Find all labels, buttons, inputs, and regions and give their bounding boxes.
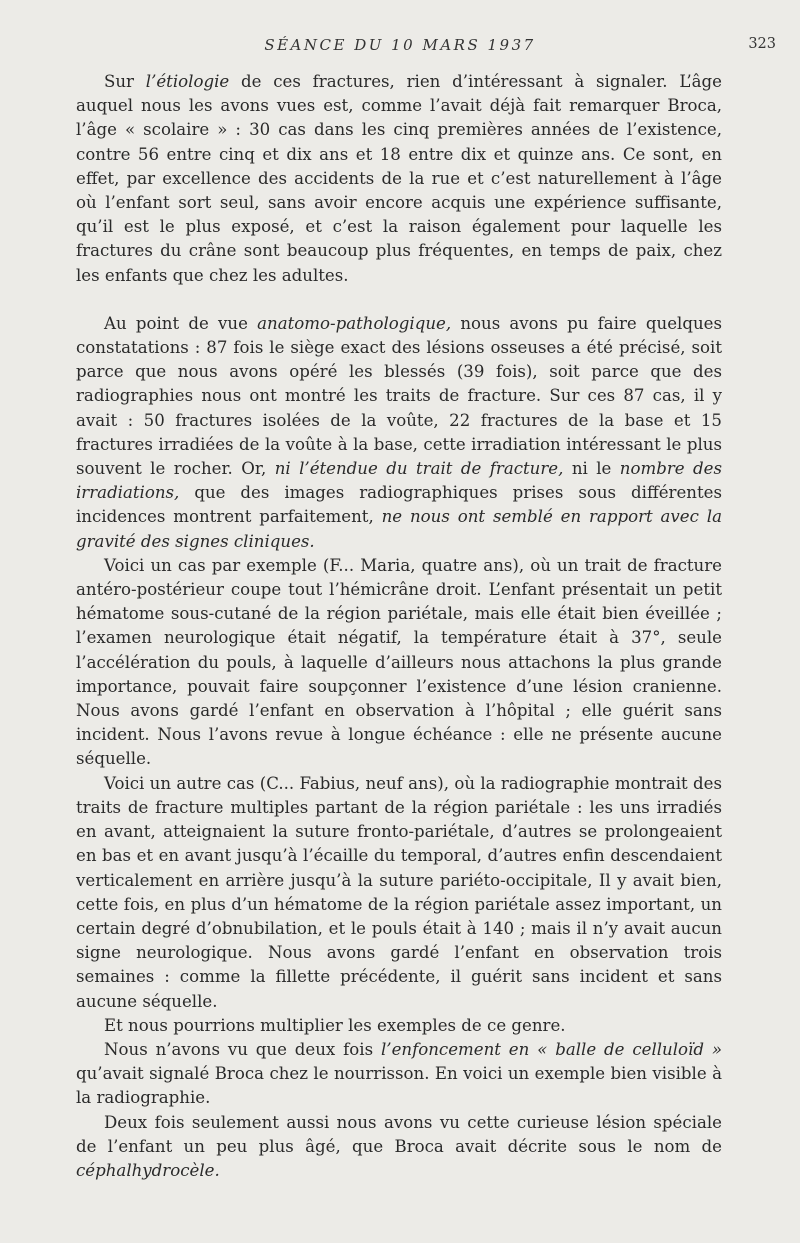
paragraph bbox=[76, 554, 722, 772]
text-run: Voici un cas par exemple (F... Maria, quatre ans), où un trait de fracture antéro-postérieur coupe tout l’hémicrâne droit. L’enfant présentait un petit hématome sous-cutané de la région pariétale, mais elle était bien éveillée ; l’examen neurologique était négatif, la température était à 37°, seule l’accélération du pouls, à laquelle d’ailleurs nous attachons la plus grande importance, pouvait faire soupçonner l’existence d’une lésion cranienne. Nous avons gardé l’enfant en observation à l’hôpital ; elle guérit sans incident. Nous l’avons revue à longue échéance : elle ne présente aucune séquelle. bbox=[76, 555, 722, 769]
paragraph bbox=[76, 312, 722, 554]
paragraph bbox=[76, 70, 722, 288]
italic-text: céphalhydrocèle. bbox=[76, 1160, 220, 1180]
text-run: Deux fois seulement aussi nous avons vu cette curieuse lésion spéciale de l’enfant un peu plus âgé, que Broca avait décrite sous le nom de bbox=[76, 1112, 722, 1156]
text-run: que des images radiographiques prises sous différentes incidences montrent parfaitement, bbox=[76, 483, 722, 527]
paragraph bbox=[76, 772, 722, 1014]
paragraph bbox=[76, 1014, 722, 1038]
italic-text: l’étiologie bbox=[145, 72, 230, 91]
running-title: SÉANCE DU 10 MARS 1937 bbox=[264, 36, 536, 54]
italic-text: nombre des irradiations, bbox=[76, 459, 722, 503]
italic-text: anatomo-pathologique, bbox=[257, 313, 452, 333]
text-run: qu’avait signalé Broca chez le nourrisson. En voici un exemple bien visible à la radiographie. bbox=[76, 1064, 722, 1108]
text-run: Voici un autre cas (C... Fabius, neuf ans), où la radiographie montrait des traits de fracture multiples partant de la région pariétale : les uns irradiés en avant, atteignaient la suture fronto-pariétale, d’autres se prolongeaient en bas et en avant jusqu’à l’écaille du temporal, d’autres enfin descendaient verticalement en arrière jusqu’à la suture pariéto-occipitale, Il y avait bien, cette fois, en plus d’un hématome de la région pariétale assez important, un certain degré d’obnubilation, et le pouls était à 140 ; mais il n’y avait aucun signe neurologique. Nous avons gardé l’enfant en observation trois semaines : comme la fillette précédente, il guérit sans incident et sans aucune séquelle. bbox=[76, 773, 722, 1011]
paragraph bbox=[76, 1038, 722, 1111]
text-run: de ces fractures, rien d’intéressant à signaler. L’âge auquel nous les avons vues est, comme l’avait déjà fait remarquer Broca, l’âge « scolaire » : 30 cas dans les cinq premières années de l’existence, contre 56 entre cinq et dix ans et 18 entre dix et quinze ans. Ce sont, en effet, par excellence des accidents de la rue et c’est naturellement à l’âge où l’enfant sort seul, sans avoir encore acquis une expérience suffisante, qu’il est le plus exposé, et c’est la raison également pour laquelle les fractures du crâne sont beaucoup plus fréquentes, en temps de paix, chez les enfants que chez les adultes. bbox=[76, 72, 722, 285]
page-number: 323 bbox=[748, 36, 776, 52]
text-run: Au point de vue bbox=[104, 313, 258, 333]
italic-text: ni l’étendue du trait de fracture, bbox=[274, 459, 564, 479]
text-run: nous avons pu faire quelques constatations : 87 fois le siège exact des lésions osseuses a été précisé, soit parce que nous avons opéré les blessés (39 fois), soit parce que des radiographies nous ont montré les traits de fracture. Sur ces 87 cas, il y avait : 50 fractures isolées de la voûte, 22 fractures de la base et 15 fractures irradiées de la voûte à la base, cette irradiation intéressant le plus souvent le rocher. Or, bbox=[76, 313, 723, 479]
italic-text: l’enfoncement en « balle de celluloïd » bbox=[381, 1039, 722, 1059]
text-run: Sur bbox=[104, 72, 146, 91]
text-run: Et nous pourrions multiplier les exemples de ce genre. bbox=[104, 1015, 566, 1035]
body-text bbox=[76, 70, 722, 1183]
italic-text: ne nous ont semblé en rapport avec la gravité des signes cliniques. bbox=[76, 507, 722, 551]
text-run: ni le bbox=[563, 459, 620, 479]
text-run: Nous n’avons vu que deux fois bbox=[104, 1039, 381, 1059]
page-header bbox=[0, 36, 800, 56]
paragraph bbox=[76, 1111, 722, 1184]
